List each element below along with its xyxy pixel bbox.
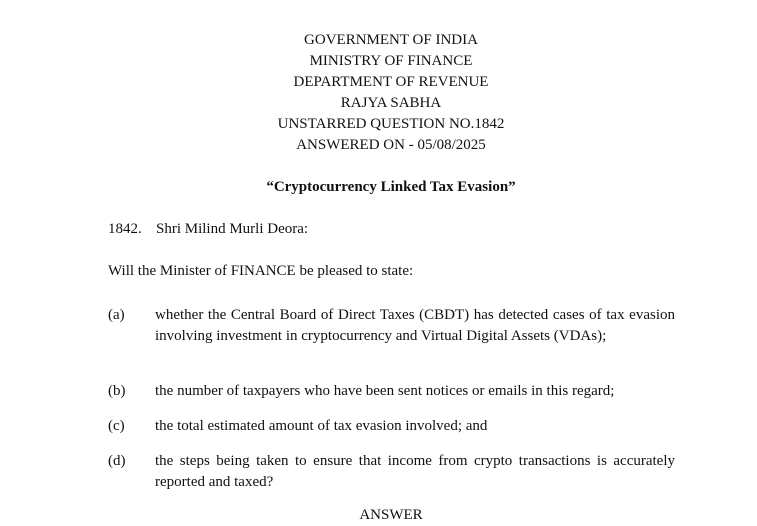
header-answer-date: ANSWERED ON - 05/08/2025 — [296, 137, 486, 153]
header-ministry: MINISTRY OF FINANCE — [309, 53, 473, 69]
header-department: DEPARTMENT OF REVENUE — [293, 74, 489, 90]
header-house: RAJYA SABHA — [340, 95, 442, 111]
question-text: the total estimated amount of tax evasion involved; and — [155, 418, 488, 434]
header-question-number: UNSTARRED QUESTION NO.1842 — [277, 116, 505, 132]
question-item-a — [108, 305, 675, 347]
question-title: “Cryptocurrency Linked Tax Evasion” — [266, 179, 516, 195]
answer-heading: ANSWER — [359, 507, 423, 523]
document-header — [0, 30, 757, 156]
asker-line — [108, 219, 308, 240]
question-label: (d) — [108, 453, 126, 469]
question-text: the steps being taken to ensure that income from crypto transactions is accurately reported and taxed? — [155, 453, 675, 490]
question-label: (b) — [108, 383, 126, 399]
question-label: (c) — [108, 418, 125, 434]
question-item-b — [108, 381, 675, 402]
question-item-c — [108, 416, 675, 437]
asker-name: Shri Milind Murli Deora: — [156, 221, 309, 237]
question-text: the number of taxpayers who have been sent notices or emails in this regard; — [155, 383, 615, 399]
question-label: (a) — [108, 307, 125, 323]
question-number: 1842. — [108, 221, 142, 237]
question-intro: Will the Minister of FINANCE be pleased to state: — [108, 263, 414, 279]
question-text: whether the Central Board of Direct Taxes (CBDT) has detected cases of tax evasion involving investment in cryptocurrency and Virtual Digital Assets (VDAs); — [155, 307, 675, 344]
question-item-d — [108, 451, 675, 493]
header-government: GOVERNMENT OF INDIA — [304, 32, 478, 48]
